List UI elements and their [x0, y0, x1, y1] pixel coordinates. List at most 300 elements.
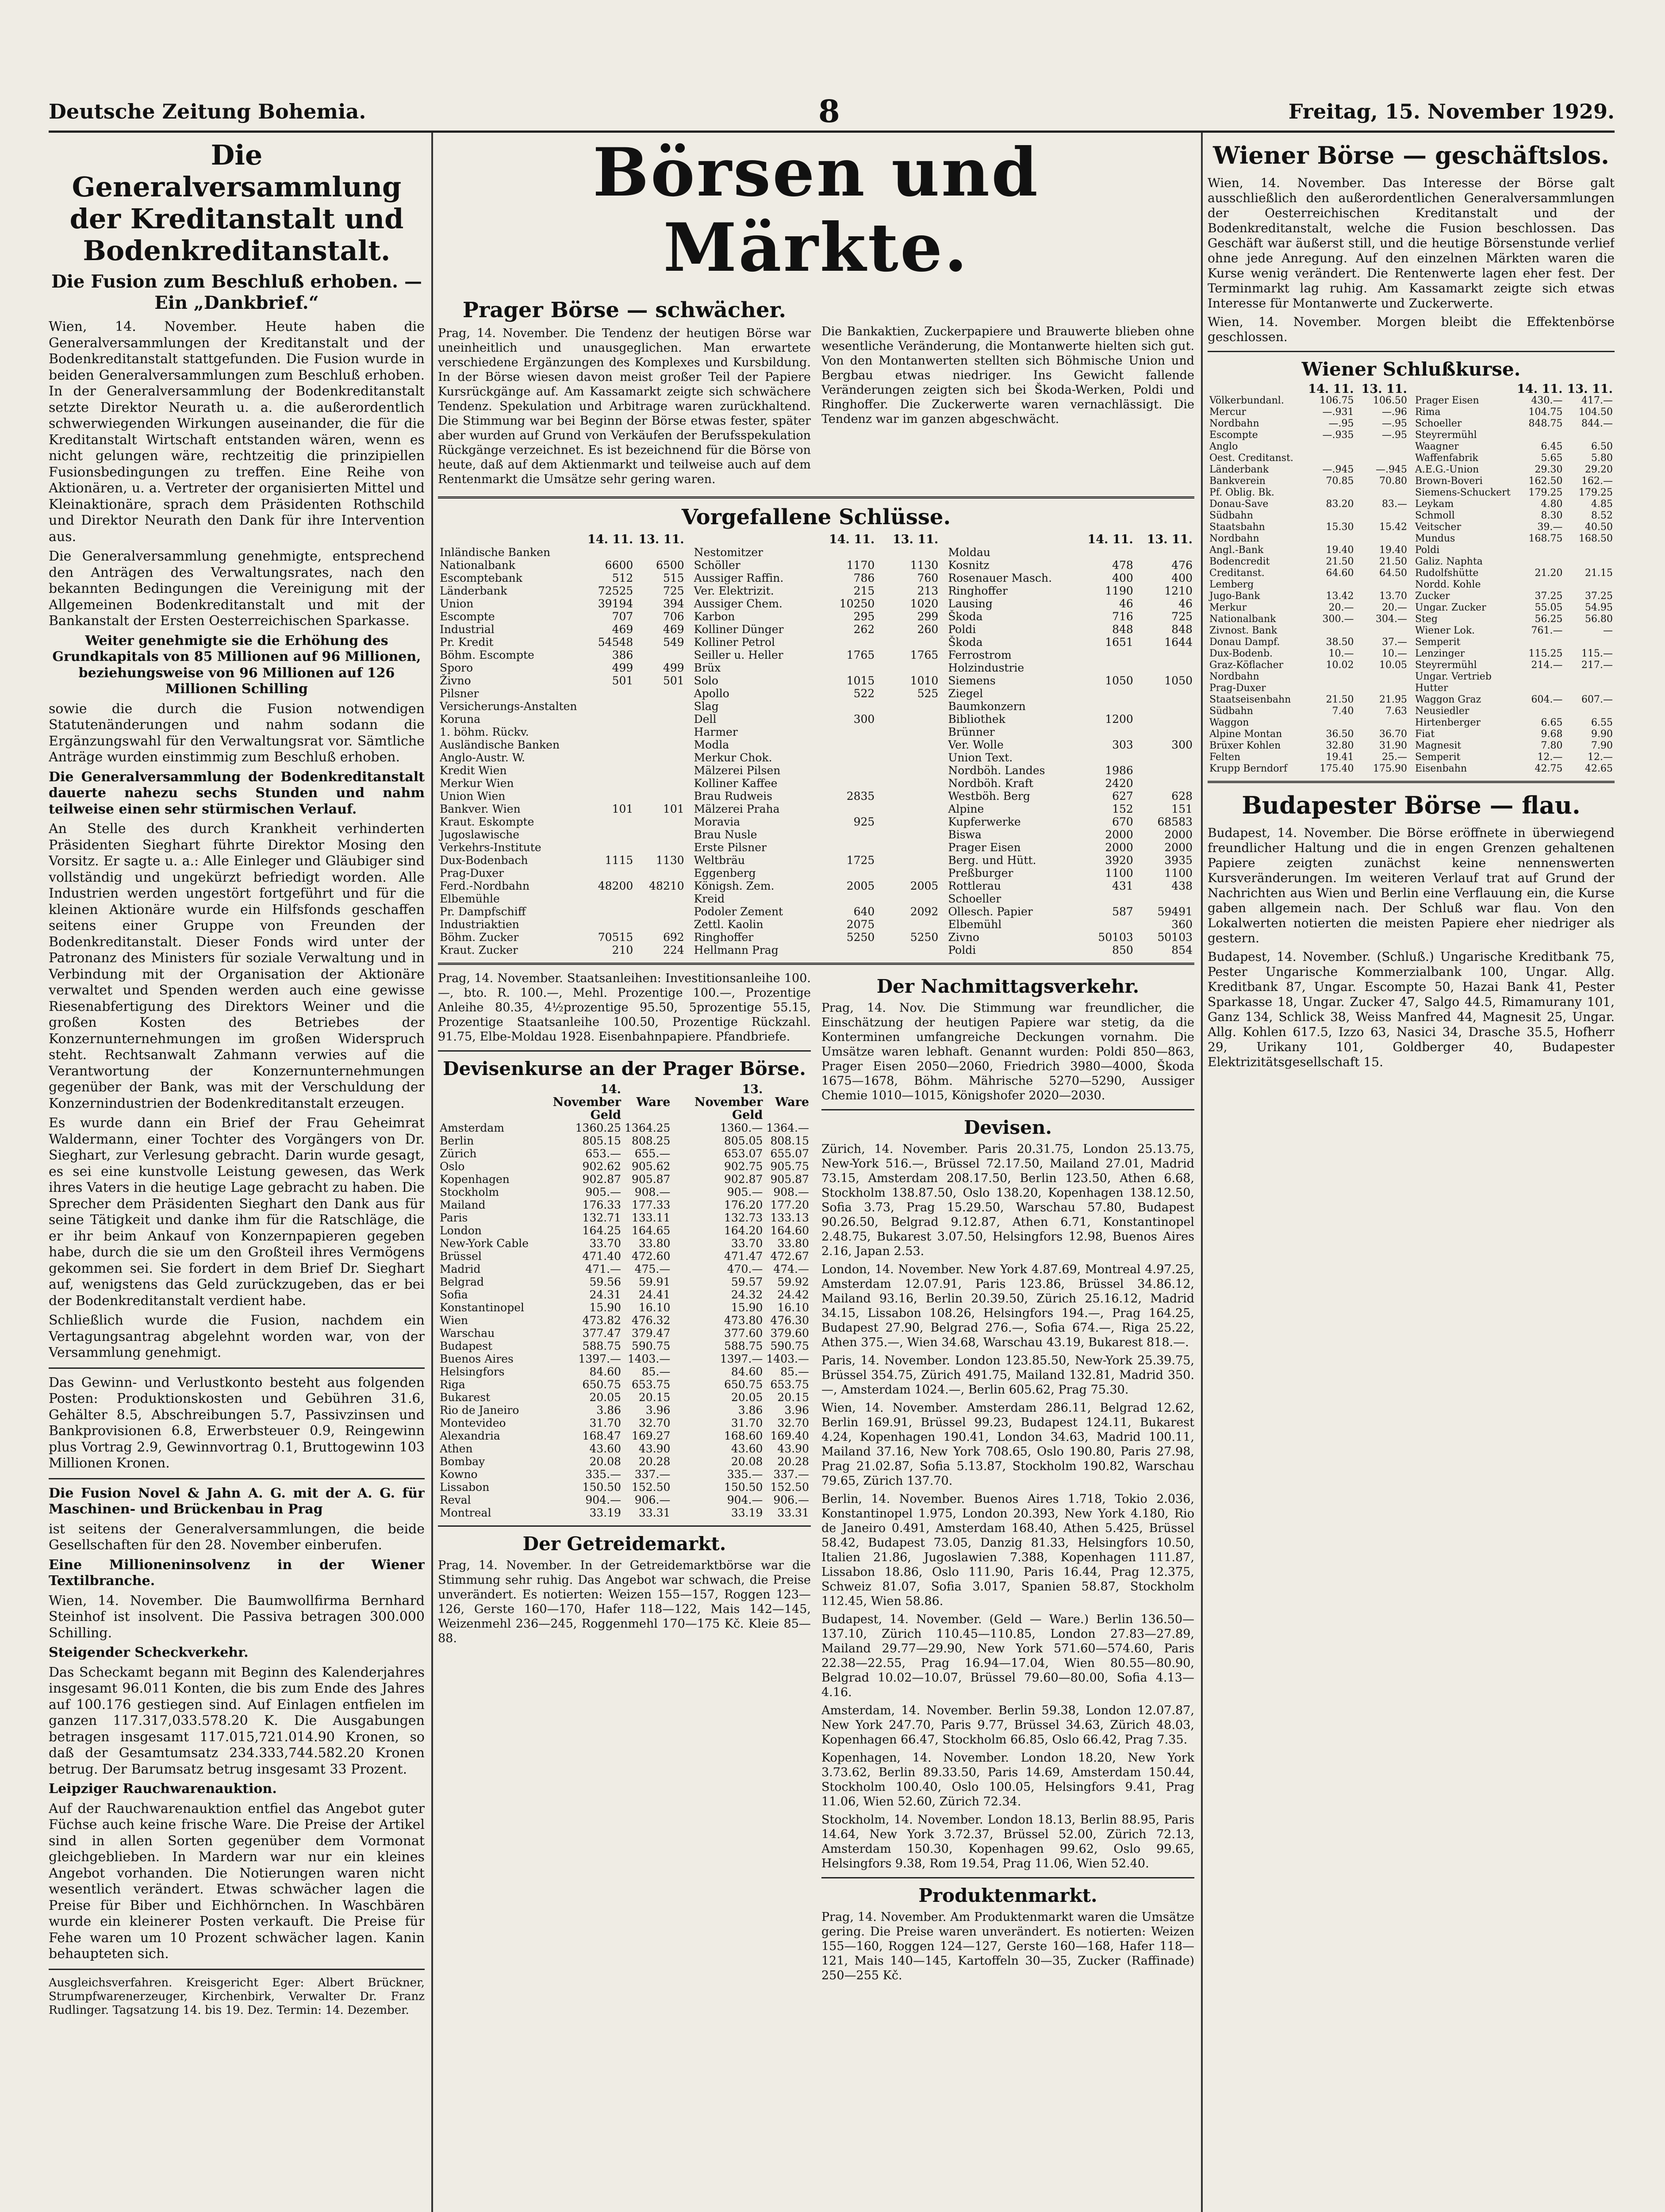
quote-value: 33.70: [731, 1237, 763, 1250]
quote-value: 1130: [910, 559, 939, 572]
quote-value: 474.—: [773, 1263, 809, 1275]
quote-value: [635, 700, 686, 713]
quote-value: 20.—: [1382, 602, 1407, 613]
quote-value: 24.32: [731, 1288, 763, 1301]
quote-value: [1564, 671, 1615, 683]
quote-value: [584, 918, 635, 931]
divider: [438, 1525, 811, 1527]
quote-value: 21.50: [1326, 556, 1354, 567]
table-row: [946, 790, 1194, 803]
quote-value: [1302, 441, 1355, 453]
quote-value: [876, 700, 940, 713]
lower-center: [438, 971, 1194, 1986]
quote-value: 905.—: [727, 1186, 763, 1198]
table-row: [1413, 694, 1615, 706]
quote-value: [584, 726, 635, 738]
security-name: Nestomitzer: [694, 546, 763, 559]
quote-value: 377.47: [582, 1327, 621, 1340]
security-name: Poldi: [1415, 545, 1440, 556]
security-name: Rottlerau: [948, 879, 1001, 892]
quote-value: 6.50: [1591, 441, 1613, 452]
table-row: [438, 1417, 811, 1429]
security-name: Alexandria: [440, 1429, 500, 1442]
table-row: [438, 777, 686, 790]
security-name: Škoda: [948, 610, 983, 623]
quote-value: 106.75: [1320, 395, 1354, 406]
security-name: Nationalbank: [440, 559, 516, 572]
quote-value: 1200: [1105, 713, 1133, 726]
quote-value: [813, 726, 876, 738]
security-name: Siemens-Schuckert: [1415, 487, 1511, 498]
security-name: Oest. Creditanst.: [1209, 453, 1293, 464]
table-row: [1208, 579, 1409, 591]
quote-value: [1564, 545, 1615, 556]
table-header-cell: 14. November Geld: [552, 1083, 621, 1122]
quote-value: [1564, 683, 1615, 694]
paragraph: sowie die durch die Fusion notwendigen Statutenänderungen und nahm sodann die Ergänzungswahl für den Verwaltungsrat vor. Sämtliche Anträge wurden einstimmig zum Beschluß erhoben.: [49, 701, 425, 765]
quote-value: 6600: [605, 559, 633, 572]
table-row: [946, 674, 1194, 687]
quote-value: 908.—: [773, 1186, 809, 1198]
security-name: Preßburger: [948, 867, 1013, 879]
quote-value: 650.75: [582, 1378, 621, 1391]
paragraph: Wien, 14. November. Heute haben die Generalversammlungen der Kreditanstalt und der Bodenkreditanstalt stattgefunden. Die Fusion wurde in beiden Generalversammlungen zum Beschluß erhoben. In der Generalversammlung der Bodenkreditanstalt setzte Direktor Neurath u. a. die außerordentlich schwerwiegenden Wirkungen auseinander, die für die Kreditanstalt Wirtschaft entstanden wären, wenn es nicht gelungen wäre, rechtzeitig die prinzipiellen Fusionsbedingungen zu treffen. Eine Reihe von Aktionären, u. a. Vertreter der organisierten Mittel und Kleinaktionäre, sprach dem Präsidenten Rothschild und Direktor Neurath den Dank für ihre Intervention aus.: [49, 319, 425, 545]
security-name: Königsh. Zem.: [694, 879, 775, 892]
paragraph: London, 14. November. New York 4.87.69, Montreal 4.97.25, Amsterdam 12.07.91, Paris 123.86, Brüssel 34.86.12, Mailand 93.16, Berlin 20.39.50, Zürich 25.16.12, Madrid 34.15, Lissabon 108.26, Helsingfors 194.—, Prag 164.25, Budapest 27.90, Belgrad 276.—, Sofia 674.—, Riga 25.22, Athen 375.—, Wien 34.68, Warschau 43.19, Bukarest 818.—.: [821, 1263, 1194, 1349]
paragraph: Prag, 14. November. Am Produktenmarkt waren die Umsätze gering. Die Preise waren unverändert. Es notierten: Weizen 155—160, Roggen 124—127, Gerste 160—168, Hafer 118—121, Mais 140—145, Kartoffeln 30—35, Zucker (Raffinade) 250—255 Kč.: [821, 1910, 1194, 1982]
security-name: Pf. Oblig. Bk.: [1209, 487, 1274, 498]
table-row: [946, 649, 1194, 661]
quote-value: [1076, 918, 1135, 931]
table-row: [438, 1237, 811, 1250]
quote-value: 2000: [1105, 841, 1133, 854]
quote-value: 25.—: [1382, 752, 1407, 763]
quote-value: [1514, 430, 1565, 441]
table-row: [1413, 763, 1615, 775]
quote-value: [635, 790, 686, 803]
quote-value: [1514, 683, 1565, 694]
security-name: Moldau: [948, 546, 990, 559]
quote-value: 7.80: [1541, 740, 1563, 751]
table-row: [1208, 729, 1409, 740]
quote-value: 4.85: [1591, 499, 1613, 510]
table-row: [438, 918, 686, 931]
security-name: Montevideo: [440, 1417, 506, 1429]
table-row: [1413, 671, 1615, 683]
divider: [1208, 351, 1615, 352]
quote-value: 6.45: [1541, 441, 1563, 452]
security-name: Brau Rudweis: [694, 790, 772, 803]
table-row: [946, 867, 1194, 879]
quote-value: 24.41: [638, 1288, 671, 1301]
quote-value: 36.70: [1379, 729, 1407, 740]
quote-value: [635, 841, 686, 854]
divider: [821, 1877, 1194, 1878]
security-name: Nordböh. Landes: [948, 764, 1045, 777]
table-row: [438, 1442, 811, 1455]
table-row: [1413, 441, 1615, 453]
quote-value: [876, 918, 940, 931]
quote-value: [1356, 579, 1409, 591]
table-row: [692, 879, 940, 892]
table-header-cell: 14. 11.: [587, 533, 633, 546]
table-row: [1208, 441, 1409, 453]
quote-value: [813, 867, 876, 879]
security-name: Bibliothek: [948, 713, 1005, 726]
quote-value: 55.05: [1535, 602, 1563, 613]
quote-value: 902.62: [582, 1160, 621, 1173]
table-header-row: [692, 533, 940, 546]
quote-value: 168.47: [582, 1429, 621, 1442]
table-row: [946, 700, 1194, 713]
security-name: Ungar. Vertrieb: [1415, 671, 1492, 682]
security-name: Waggon Graz: [1415, 694, 1481, 705]
quote-value: [813, 944, 876, 956]
quote-value: 10.02: [1326, 660, 1354, 671]
table-row: [692, 892, 940, 905]
table-row: [692, 764, 940, 777]
quote-table: [1208, 384, 1409, 775]
security-name: Riga: [440, 1378, 465, 1391]
security-name: Staatseisenbahn: [1209, 694, 1291, 705]
table-row: [438, 1468, 811, 1481]
paragraph: Prag, 14. Nov. Die Stimmung war freundlicher, die Einschätzung der heutigen Papiere war stetig, da die Konterminen umfangreiche Deckungen vornahm. Die Umsätze waren lebhaft. Genannt wurden: Poldi 850—863, Prager Eisen 2050—2060, Friedrich 3980—4000, Škoda 1675—1678, Böhm. Mährische 5270—5290, Aussiger Chemie 1010—1015, Königshofer 2020—2030.: [821, 1001, 1194, 1102]
security-name: Waagner: [1415, 441, 1459, 452]
quote-value: 471.47: [724, 1250, 763, 1263]
quote-value: 850: [1112, 944, 1133, 956]
table-row: [946, 918, 1194, 931]
quote-value: 3935: [1164, 854, 1193, 867]
quote-value: 7.90: [1591, 740, 1613, 751]
table-row: [692, 815, 940, 828]
quote-value: 70.85: [1326, 476, 1354, 487]
quote-value: 1364.25: [625, 1121, 671, 1134]
security-name: Kopenhagen: [440, 1173, 510, 1186]
paragraph: Das Gewinn- und Verlustkonto besteht aus folgenden Posten: Produktionskosten und Gebühren 31.6, Gehälter 8.5, Abschreibungen 5.7, Passivzinsen und Bankprovisionen 6.8, Erwerbsteuer 0.9, Reingewinn plus Vortrag 2.9, Gewinnvortrag 0.1, Bruttogewinn 103 Millionen Kronen.: [49, 1375, 425, 1471]
security-name: Sporo: [440, 661, 473, 674]
table-header-cell: 13. November Geld: [694, 1083, 763, 1122]
waren-title: Produktenmarkt.: [918, 1885, 1097, 1906]
quote-value: [876, 892, 940, 905]
quote-value: [1076, 700, 1135, 713]
quote-value: [1302, 579, 1355, 591]
table-row: [438, 1134, 811, 1147]
table-row: [438, 584, 686, 597]
table-row: [438, 1365, 811, 1378]
security-name: Lausing: [948, 597, 993, 610]
column-right: [1208, 135, 1615, 2212]
quote-value: [813, 751, 876, 764]
quote-value: 628: [1171, 790, 1193, 803]
security-name: Jugo-Bank: [1209, 591, 1260, 602]
quote-value: 588.75: [724, 1340, 763, 1352]
security-name: Steyrermühl: [1415, 660, 1477, 671]
table-row: [1413, 729, 1615, 740]
quote-value: 2000: [1164, 828, 1193, 841]
security-name: Apollo: [694, 687, 729, 700]
quote-value: 20.28: [638, 1455, 671, 1468]
quote-value: 650.75: [724, 1378, 763, 1391]
quote-value: 132.71: [582, 1211, 621, 1224]
quote-value: [635, 815, 686, 828]
table-row: [692, 931, 940, 944]
quote-value: 1986: [1105, 764, 1133, 777]
security-name: Kowno: [440, 1468, 478, 1481]
quote-value: 176.33: [582, 1198, 621, 1211]
security-name: Ver. Wolle: [948, 738, 1004, 751]
table-row: [1208, 430, 1409, 441]
table-header-cell: [692, 533, 813, 546]
column-left: [49, 135, 425, 2212]
devisen-table: [438, 1083, 811, 1519]
quote-value: 670: [1112, 815, 1133, 828]
table-row: [438, 636, 686, 649]
security-name: Semperit: [1415, 752, 1461, 763]
table-row: [946, 751, 1194, 764]
table-row: [1208, 740, 1409, 752]
quote-value: 471.—: [585, 1263, 621, 1275]
quote-value: —.945: [1376, 464, 1407, 475]
quote-value: 5250: [910, 931, 939, 944]
table-row: [946, 687, 1194, 700]
table-row: [1413, 522, 1615, 533]
table-row: [692, 828, 940, 841]
table-row: [1413, 614, 1615, 625]
article-headline: Die Generalversammlung der Kreditanstalt und Bodenkreditanstalt.: [69, 139, 404, 267]
security-name: Schöller: [694, 559, 740, 572]
quote-value: [813, 636, 876, 649]
quote-value: 300: [1171, 738, 1193, 751]
security-name: Zivno: [948, 931, 979, 944]
table-header-cell: 14. 11.: [1308, 382, 1354, 396]
quote-value: 590.75: [770, 1340, 809, 1352]
table-row: [1413, 464, 1615, 476]
quote-value: [1302, 625, 1355, 637]
table-row: [1413, 683, 1615, 694]
quote-value: 476: [1171, 559, 1193, 572]
security-name: Anglo-Austr. W.: [440, 751, 526, 764]
quote-value: 50103: [1098, 931, 1133, 944]
table-row: [438, 1314, 811, 1327]
quote-value: 1725: [846, 854, 875, 867]
schlusse-title: Vorgefallene Schlüsse.: [681, 505, 951, 530]
security-name: Poldi: [948, 623, 976, 636]
security-name: Mailand: [440, 1198, 486, 1211]
paragraph: Schließlich wurde die Fusion, nachdem ein Vertagungsantrag abgelehnt worden war, von der Versammlung genehmigt.: [49, 1313, 425, 1360]
quote-value: 905.87: [631, 1173, 671, 1186]
quote-value: [635, 751, 686, 764]
table-row: [438, 1404, 811, 1417]
security-name: Madrid: [440, 1263, 481, 1275]
security-name: Mundus: [1415, 533, 1455, 544]
quote-value: 59.56: [589, 1275, 621, 1288]
table-header-row: [438, 533, 686, 546]
quote-value: [635, 918, 686, 931]
quote-value: 56.80: [1585, 614, 1613, 625]
security-name: Escompte: [1209, 430, 1258, 441]
security-name: Aussiger Raffin.: [694, 572, 784, 584]
quote-value: 150.50: [582, 1481, 621, 1494]
quote-value: 40.50: [1585, 522, 1613, 533]
quote-value: 902.87: [724, 1173, 763, 1186]
table-header-cell: 14. 11.: [829, 533, 875, 546]
security-name: Dux-Bodenb.: [1209, 648, 1273, 659]
security-name: Ringhoffer: [694, 931, 754, 944]
table-row: [1413, 545, 1615, 556]
table-row: [1413, 395, 1615, 407]
masthead: [49, 91, 1615, 133]
quote-value: 10.—: [1382, 648, 1407, 659]
divider: [49, 1478, 425, 1479]
quote-value: [1076, 546, 1135, 559]
quote-value: 106.50: [1373, 395, 1407, 406]
quote-value: 12.—: [1588, 752, 1613, 763]
quote-value: 20.08: [731, 1455, 763, 1468]
quote-value: 379.47: [631, 1327, 671, 1340]
quote-value: 179.25: [1528, 487, 1563, 498]
quote-value: 20.28: [777, 1455, 809, 1468]
table-row: [438, 867, 686, 879]
quote-value: 522: [853, 687, 875, 700]
table-row: [438, 597, 686, 610]
security-name: Rio de Janeiro: [440, 1404, 519, 1417]
security-name: Krupp Berndorf: [1209, 763, 1288, 774]
paragraph-bold: Weiter genehmigte sie die Erhöhung des Grundkapitals von 85 Millionen auf 96 Millionen, beziehungsweise von 96 Millionen auf 126 Millionen Schilling: [52, 633, 421, 697]
quote-value: [1356, 487, 1409, 499]
quote-value: 473.82: [582, 1314, 621, 1327]
quote-value: 29.30: [1535, 464, 1563, 475]
quote-value: [584, 764, 635, 777]
table-row: [1208, 671, 1409, 683]
quote-value: 1190: [1105, 584, 1133, 597]
table-row: [438, 828, 686, 841]
quote-value: [876, 854, 940, 867]
quote-value: 7.40: [1332, 706, 1354, 717]
table-row: [946, 931, 1194, 944]
table-row: [438, 1275, 811, 1288]
quote-value: [584, 828, 635, 841]
quote-value: 20.05: [589, 1391, 621, 1404]
table-header-cell: [438, 1083, 530, 1121]
security-name: Hirtenberger: [1415, 717, 1481, 728]
security-name: Dux-Bodenbach: [440, 854, 528, 867]
security-name: Eggenberg: [694, 867, 756, 879]
page-number: 8: [818, 93, 840, 130]
quote-value: [1302, 487, 1355, 499]
quote-value: [1076, 892, 1135, 905]
security-name: Ringhoffer: [948, 584, 1008, 597]
quote-value: 32.80: [1326, 740, 1354, 751]
quote-value: [876, 713, 940, 726]
table-row: [438, 1301, 811, 1314]
quote-value: 29.20: [1585, 464, 1613, 475]
quote-value: 925: [853, 815, 875, 828]
paragraph: Wien, 14. November. Die Baumwollfirma Bernhard Steinhof ist insolvent. Die Passiva betragen 300.000 Schilling.: [49, 1593, 425, 1641]
quote-value: 905.75: [770, 1160, 809, 1173]
table-row: [1208, 717, 1409, 729]
paragraph: Budapest, 14. November. (Geld — Ware.) Berlin 136.50—137.10, Zürich 110.45—110.85, London 27.83—27.89, Mailand 29.77—29.90, New York 571.60—574.60, Paris 22.38—22.55, Prag 16.94—17.04, Wien 80.55—80.90, Belgrad 10.02—10.07, Brüssel 79.60—80.00, Sofia 4.13—4.16.: [821, 1613, 1194, 1699]
quote-value: [813, 738, 876, 751]
paragraph: Auf der Rauchwarenauktion entfiel das Angebot guter Füchse auch keine frische Ware. Die Preise der Artikel sind in allen Sorten gegenüber dem Vormonat gleichgeblieben. In Mardern war nur ein kleines Angebot vorhanden. Die Notierungen waren nicht wesentlich verändert. Etwas schwächer lagen die Preise für Biber und Eichhörnchen. In Waschbären wurde ein kleinerer Posten verkauft. Die Preise für Fehe waren um 10 Prozent schwächer lagen. Kanin behaupteten sich.: [49, 1801, 425, 1962]
quote-value: 13.42: [1326, 591, 1354, 602]
quote-value: [876, 777, 940, 790]
security-name: Neusiedler: [1415, 706, 1469, 717]
security-name: Waffenfabrik: [1415, 453, 1478, 464]
paragraph: Wien, 14. November. Das Interesse der Börse galt ausschließlich den außerordentlichen Generalversammlungen der Oesterreichischen Kreditanstalt und der Bodenkreditanstalt, welche die Fusion beschlossen. Das Geschäft war äußerst still, und die heutige Börsenstunde verlief ohne jede Anregung. Auf den einzelnen Märkten waren die Kurse wenig verändert. Die Rentenwerte lagen eher fest. Der Terminmarkt lag ruhig. Am Kassamarkt zeigte sich etwas Interesse für Montanwerte und Zuckerwerte.: [1208, 176, 1615, 311]
quote-value: [584, 687, 635, 700]
quote-value: 627: [1112, 790, 1133, 803]
security-name: Kupferwerke: [948, 815, 1021, 828]
table-row: [438, 854, 686, 867]
table-row: [692, 572, 940, 584]
quote-value: [584, 713, 635, 726]
table-row: [438, 1340, 811, 1352]
table-row: [946, 815, 1194, 828]
quote-value: [635, 687, 686, 700]
quote-value: [1564, 706, 1615, 717]
security-name: Prag-Duxer: [440, 867, 504, 879]
quote-value: 15.90: [731, 1301, 763, 1314]
quote-value: 54548: [598, 636, 633, 649]
security-name: Merkur Chok.: [694, 751, 772, 764]
table-row: [438, 931, 686, 944]
paragraph-notice: Ausgleichsverfahren. Kreisgericht Eger: Albert Brückner, Strumpfwarenerzeuger, Kirchenbirk, Verwalter Dr. Franz Rudlinger. Tagsatzung 14. bis 19. Dez. Termin: 14. Dezember.: [49, 1976, 425, 2017]
quote-value: 476.32: [631, 1314, 671, 1327]
quote-value: [1356, 510, 1409, 522]
security-name: Zürich: [440, 1147, 477, 1160]
quote-value: 469: [663, 623, 684, 636]
divider: [49, 1969, 425, 1970]
quote-value: 394: [663, 597, 684, 610]
quote-value: [813, 764, 876, 777]
prague-report-a: [438, 293, 811, 490]
security-name: Buenos Aires: [440, 1352, 514, 1365]
quote-value: 31.90: [1379, 740, 1407, 751]
table-row: [1208, 453, 1409, 464]
quote-value: [1302, 683, 1355, 694]
security-name: Merkur: [1209, 602, 1247, 613]
nachmittag-title: Der Nachmittagsverkehr.: [876, 975, 1139, 997]
security-name: Ferd.-Nordbahn: [440, 879, 530, 892]
quote-value: 6.55: [1591, 717, 1613, 728]
lower-center-left: [438, 971, 811, 1986]
table-row: [438, 764, 686, 777]
security-name: Kolliner Kaffee: [694, 777, 778, 790]
security-name: Donau Dampf.: [1209, 637, 1280, 648]
security-name: Sofia: [440, 1288, 468, 1301]
quote-value: [635, 726, 686, 738]
quote-value: [584, 738, 635, 751]
quote-value: 761.—: [1531, 625, 1563, 636]
quote-value: 162.—: [1581, 476, 1613, 487]
quote-table: [438, 533, 686, 956]
security-name: Böhm. Escompte: [440, 649, 534, 661]
security-name: Rudolfshütte: [1415, 568, 1479, 579]
quote-value: 902.75: [724, 1160, 763, 1173]
security-name: Kraut. Eskompte: [440, 815, 534, 828]
quote-value: [1356, 671, 1409, 683]
table-row: [438, 1186, 811, 1198]
table-row: [1413, 625, 1615, 637]
table-row: [946, 828, 1194, 841]
quote-value: 214.—: [1531, 660, 1563, 671]
quote-value: 24.42: [777, 1288, 809, 1301]
quote-value: 43.90: [777, 1442, 809, 1455]
quote-value: 46: [1178, 597, 1193, 610]
quote-value: 473.80: [724, 1314, 763, 1327]
quote-value: 471.40: [582, 1250, 621, 1263]
security-name: Escomptebank: [440, 572, 522, 584]
